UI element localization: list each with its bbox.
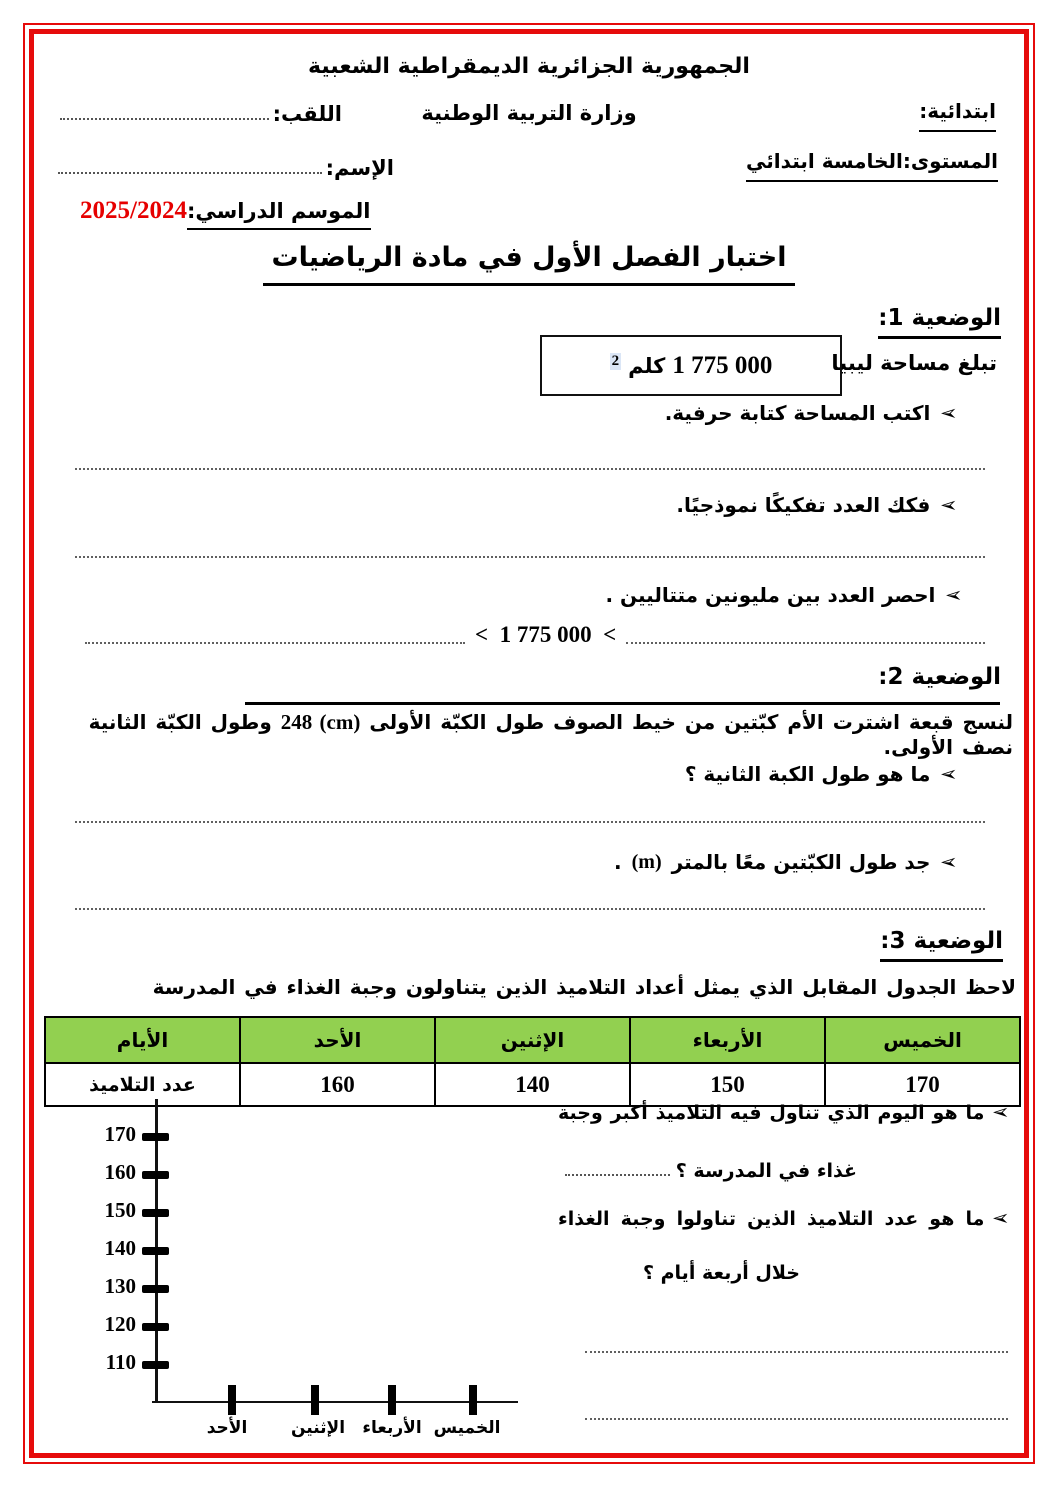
exam-title: اختبار الفصل الأول في مادة الرياضيات	[263, 242, 794, 286]
section1-intro: تبلغ مساحة ليبيا	[831, 351, 997, 375]
area-unit: كلم	[628, 353, 666, 378]
header-cell-thursday: الخميس	[825, 1017, 1020, 1063]
q2-decompose: ➢ فكك العدد تفكيكًا نموذجيًا.	[676, 492, 958, 517]
arrow-bullet-icon: ➢	[945, 582, 963, 607]
y-tick-label-130: 130	[104, 1274, 136, 1298]
meals-table	[44, 1016, 1021, 1107]
arrow-bullet-icon: ➢	[940, 492, 958, 517]
header-cell-monday: الإثنين	[435, 1017, 630, 1063]
x-label-sunday: الأحد	[206, 1418, 248, 1438]
lastname-answer-line	[60, 118, 269, 120]
q1-write-letters: ➢ اكتب المساحة كتابة حرفية.	[664, 400, 958, 425]
count-sunday: 160	[240, 1063, 435, 1106]
exam-title-wrap	[0, 242, 1058, 286]
y-tick-130	[142, 1285, 169, 1293]
level-label: المستوى:الخامسة ابتدائي	[746, 149, 998, 182]
x-tick-thursday	[469, 1385, 477, 1415]
wool-length-value: 248 (cm)	[280, 710, 361, 734]
header-cell-wednesday: الأربعاء	[630, 1017, 825, 1063]
inequality-text: < 1 775 000 <	[475, 622, 617, 647]
y-tick-140	[142, 1247, 169, 1255]
count-monday: 140	[435, 1063, 630, 1106]
q3-between-millions: ➢ احصر العدد بين مليونين متتاليين .	[605, 582, 963, 607]
y-tick-label-160: 160	[104, 1160, 136, 1184]
firstname-answer-line	[58, 172, 322, 174]
lastname-row	[60, 102, 342, 126]
x-tick-wednesday	[388, 1385, 396, 1415]
answer-line-5	[585, 1351, 1008, 1353]
count-thursday: 170	[825, 1063, 1020, 1106]
school-label: ابتدائية:	[919, 99, 996, 132]
inequality-left-answer-line	[85, 642, 465, 644]
y-tick-label-170: 170	[104, 1122, 136, 1146]
firstname-row	[58, 156, 394, 180]
meter-unit: (m)	[631, 850, 662, 873]
answer-line-2	[75, 556, 985, 558]
section3-heading: الوضعية 3:	[880, 928, 1003, 962]
q-total-pupils-line1: ➢ ما هو عدد التلاميذ الذين تناولوا وجبة الغذاء	[558, 1206, 1010, 1230]
header-cell-days: الأيام	[45, 1017, 240, 1063]
answer-line-6	[585, 1418, 1008, 1420]
area-exponent: 2	[611, 353, 620, 369]
republic-header: الجمهورية الجزائرية الديمقراطية الشعبية	[308, 54, 750, 79]
lastname-label: اللقب:	[272, 102, 342, 126]
inequality-right-answer-line	[626, 642, 985, 644]
q-second-ball: ➢ ما هو طول الكبة الثانية ؟	[684, 761, 958, 786]
y-tick-170	[142, 1133, 169, 1141]
section1-heading: الوضعية 1:	[878, 305, 1001, 339]
y-tick-label-150: 150	[104, 1198, 136, 1222]
y-tick-110	[142, 1361, 169, 1369]
arrow-bullet-icon: ➢	[940, 400, 958, 425]
y-tick-150	[142, 1209, 169, 1217]
x-label-monday: الإثنين	[290, 1418, 346, 1438]
section3-statement: لاحظ الجدول المقابل الذي يمثل أعداد التلاميذ الذين يتناولون وجبة الغذاء في المدرسة	[152, 975, 1016, 999]
q-max-day-line2: غذاء في المدرسة ؟	[565, 1160, 857, 1182]
header-cell-sunday: الأحد	[240, 1017, 435, 1063]
school-year-row	[80, 197, 371, 230]
y-tick-label-110: 110	[105, 1350, 136, 1374]
y-tick-160	[142, 1171, 169, 1179]
inequality-row	[85, 612, 985, 648]
school-year-value: 2025/2024	[80, 197, 187, 224]
x-label-wednesday: الأربعاء	[362, 1418, 422, 1438]
arrow-bullet-icon: ➢	[940, 761, 958, 786]
table-value-row	[45, 1063, 1020, 1106]
y-tick-120	[142, 1323, 169, 1331]
answer-line-day	[565, 1174, 670, 1176]
arrow-bullet-icon: ➢	[992, 1206, 1010, 1230]
chart-x-axis	[152, 1401, 518, 1403]
firstname-label: الإسم:	[325, 156, 394, 180]
value-row-label: عدد التلاميذ	[45, 1063, 240, 1106]
y-tick-label-120: 120	[104, 1312, 136, 1336]
section2-statement: لنسج قبعة اشترت الأم كبّتين من خيط الصوف طول الكبّة الأولى 248 (cm) وطول الكبّة الثانية نصف الأولى.	[88, 710, 1013, 759]
y-tick-label-140: 140	[104, 1236, 136, 1260]
arrow-bullet-icon: ➢	[940, 849, 958, 874]
x-tick-sunday	[228, 1385, 236, 1415]
answer-line-4	[75, 908, 985, 910]
section2-heading-rule	[245, 702, 1000, 705]
arrow-bullet-icon: ➢	[992, 1100, 1010, 1124]
school-year-label: الموسم الدراسي:	[187, 199, 371, 230]
ministry-label: وزارة التربية الوطنية	[421, 101, 637, 125]
x-tick-monday	[311, 1385, 319, 1415]
table-header-row	[45, 1017, 1020, 1063]
answer-line-3	[75, 821, 985, 823]
count-wednesday: 150	[630, 1063, 825, 1106]
area-number: 1 775 000	[672, 351, 773, 379]
q-max-day-line1: ➢ ما هو اليوم الذي تناول فيه التلاميذ أكبر وجبة	[558, 1100, 1010, 1124]
section2-heading: الوضعية 2:	[878, 664, 1001, 690]
q-total-pupils-line2: خلال أربعة أيام ؟	[642, 1262, 800, 1284]
x-label-thursday: الخميس	[433, 1418, 501, 1438]
q-total-meters: ➢ جد طول الكبّتين معًا بالمتر (m) .	[614, 849, 958, 874]
area-value-box	[540, 335, 842, 396]
answer-line-1	[75, 468, 985, 470]
